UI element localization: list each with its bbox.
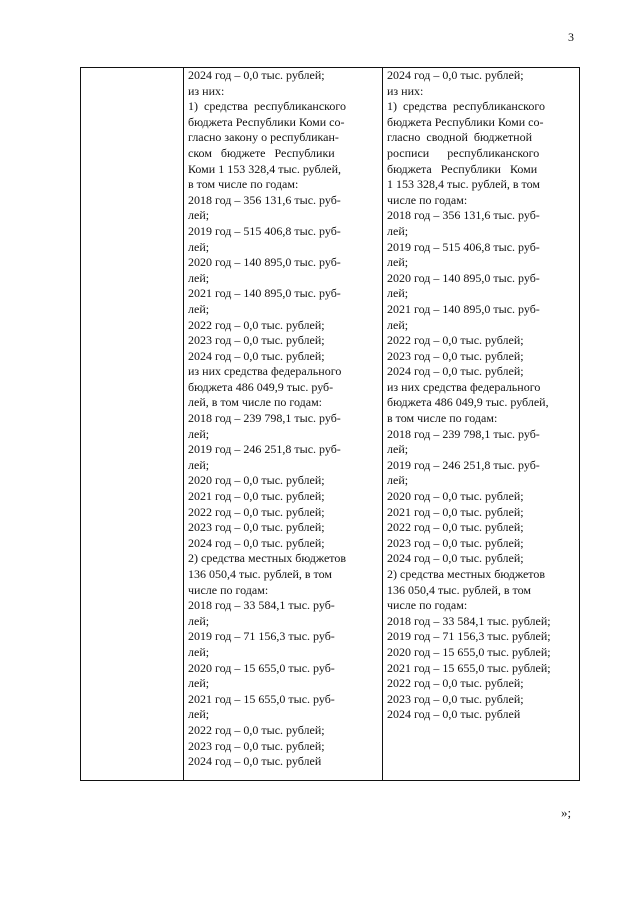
table-cell-line: числе по годам:: [387, 192, 468, 207]
table-cell-line: бюджета Республики Коми со-: [387, 114, 544, 129]
table-cell-line: 2020 год – 140 895,0 тыс. руб-: [387, 270, 540, 285]
table-cell-line: 2020 год – 0,0 тыс. рублей;: [387, 489, 524, 504]
table-cell-line: 2019 год – 71 156,3 тыс. руб-: [188, 629, 335, 644]
table-cell-line: 2023 год – 0,0 тыс. рублей;: [387, 535, 524, 550]
table-cell-line: лей;: [387, 473, 409, 488]
table-cell-line: лей;: [188, 457, 210, 472]
closing-quote-mark: »;: [561, 805, 572, 820]
table-cell-line: 2019 год – 515 406,8 тыс. руб-: [387, 239, 540, 254]
table-cell-line: 136 050,4 тыс. рублей, в том: [387, 582, 531, 597]
table-cell-line: лей;: [188, 707, 210, 722]
table-cell-line: 2020 год – 15 655,0 тыс. руб-: [188, 660, 335, 675]
table-cell-line: 2018 год – 356 131,6 тыс. руб-: [387, 208, 540, 223]
table-cell-line: 2) средства местных бюджетов: [188, 551, 347, 566]
table-cell-line: 2022 год – 0,0 тыс. рублей;: [188, 504, 325, 519]
table-cell-line: 2024 год – 0,0 тыс. рублей;: [387, 68, 524, 82]
page-number: 3: [568, 30, 574, 44]
table-cell-line: лей;: [188, 301, 210, 316]
table-cell-line: из них средства федерального: [188, 364, 342, 379]
column-divider-left: [183, 68, 184, 780]
table-cell-line: 2024 год – 0,0 тыс. рублей;: [387, 551, 524, 566]
table-cell-line: 2019 год – 246 251,8 тыс. руб-: [387, 457, 540, 472]
table-cell-line: Коми 1 153 328,4 тыс. рублей,: [188, 161, 342, 176]
table-cell-line: бюджета Республики Коми со-: [188, 114, 345, 129]
table-cell-line: лей;: [387, 442, 409, 457]
table-cell-line: 2021 год – 0,0 тыс. рублей;: [188, 489, 325, 504]
table-cell-line: ском бюджете Республики: [188, 145, 335, 160]
table-cell-line: лей;: [188, 239, 210, 254]
table-cell-line: 1 153 328,4 тыс. рублей, в том: [387, 177, 540, 192]
table-cell-line: 2019 год – 71 156,3 тыс. рублей;: [387, 629, 551, 644]
table-cell-line: лей, в том числе по годам:: [188, 395, 323, 410]
table-cell-line: 2023 год – 0,0 тыс. рублей;: [387, 691, 524, 706]
table-cell-line: 2021 год – 15 655,0 тыс. руб-: [188, 691, 335, 706]
table-cell-line: лей;: [387, 255, 409, 270]
table-cell-line: 2019 год – 515 406,8 тыс. руб-: [188, 223, 341, 238]
table-cell-line: 2018 год – 356 131,6 тыс. руб-: [188, 192, 341, 207]
table-cell-line: 2018 год – 33 584,1 тыс. рублей;: [387, 613, 551, 628]
table-cell-line: 2023 год – 0,0 тыс. рублей;: [188, 520, 325, 535]
current-wording-cell: [188, 68, 376, 770]
table-cell-line: 2018 год – 239 798,1 тыс. руб-: [387, 426, 540, 441]
table-cell-line: лей;: [188, 426, 210, 441]
table-cell-line: росписи республиканского: [387, 145, 540, 160]
table-cell-line: из них средства федерального: [387, 379, 541, 394]
table-cell-line: 2021 год – 15 655,0 тыс. рублей;: [387, 660, 551, 675]
table-cell-line: лей;: [188, 613, 210, 628]
table-cell-line: 2020 год – 15 655,0 тыс. рублей;: [387, 644, 551, 659]
new-wording-cell: [387, 68, 577, 723]
table-cell-line: 2024 год – 0,0 тыс. рублей: [188, 754, 322, 769]
table-cell-line: 2021 год – 140 895,0 тыс. руб-: [387, 301, 540, 316]
table-cell-line: 2018 год – 33 584,1 тыс. руб-: [188, 598, 335, 613]
table-cell-line: лей;: [188, 270, 210, 285]
table-cell-line: 2024 год – 0,0 тыс. рублей;: [188, 535, 325, 550]
table-cell-line: 2024 год – 0,0 тыс. рублей;: [188, 68, 325, 82]
table-cell-line: 2021 год – 0,0 тыс. рублей;: [387, 504, 524, 519]
table-cell-line: лей;: [387, 317, 409, 332]
table-cell-line: бюджета 486 049,9 тыс. руб-: [188, 379, 334, 394]
table-cell-line: бюджета 486 049,9 тыс. рублей,: [387, 395, 549, 410]
table-cell-line: гласно сводной бюджетной: [387, 130, 533, 145]
table-cell-line: 2022 год – 0,0 тыс. рублей;: [188, 317, 325, 332]
table-cell-line: 2023 год – 0,0 тыс. рублей;: [188, 333, 325, 348]
table-cell-line: 2021 год – 140 895,0 тыс. руб-: [188, 286, 341, 301]
table-cell-line: 2019 год – 246 251,8 тыс. руб-: [188, 442, 341, 457]
table-cell-line: числе по годам:: [387, 598, 468, 613]
table-cell-line: 1) средства республиканского: [387, 99, 545, 114]
table-cell-line: 1) средства республиканского: [188, 99, 346, 114]
table-cell-line: 2020 год – 0,0 тыс. рублей;: [188, 473, 325, 488]
table-cell-line: 2024 год – 0,0 тыс. рублей;: [387, 364, 524, 379]
table-cell-line: числе по годам:: [188, 582, 269, 597]
table-cell-line: 2022 год – 0,0 тыс. рублей;: [188, 722, 325, 737]
table-cell-line: 2024 год – 0,0 тыс. рублей: [387, 707, 521, 722]
table-cell-line: лей;: [387, 286, 409, 301]
table-cell-line: в том числе по годам:: [188, 177, 299, 192]
table-cell-line: гласно закону о республикан-: [188, 130, 339, 145]
table-cell-line: 2022 год – 0,0 тыс. рублей;: [387, 333, 524, 348]
table-cell-line: 2024 год – 0,0 тыс. рублей;: [188, 348, 325, 363]
budget-comparison-table: [80, 67, 580, 781]
table-cell-line: лей;: [188, 644, 210, 659]
table-cell-line: лей;: [387, 223, 409, 238]
table-cell-line: лей;: [188, 208, 210, 223]
table-cell-line: 2020 год – 140 895,0 тыс. руб-: [188, 255, 341, 270]
table-cell-line: лей;: [188, 676, 210, 691]
table-cell-line: 2018 год – 239 798,1 тыс. руб-: [188, 411, 341, 426]
table-cell-line: бюджета Республики Коми: [387, 161, 538, 176]
column-divider-right: [382, 68, 383, 780]
table-cell-line: 2022 год – 0,0 тыс. рублей;: [387, 520, 524, 535]
table-cell-line: в том числе по годам:: [387, 411, 498, 426]
table-cell-line: 2022 год – 0,0 тыс. рублей;: [387, 676, 524, 691]
table-cell-line: 2) средства местных бюджетов: [387, 567, 546, 581]
table-cell-line: 2023 год – 0,0 тыс. рублей;: [188, 738, 325, 753]
table-cell-line: 136 050,4 тыс. рублей, в том: [188, 567, 332, 581]
table-cell-line: из них:: [387, 83, 424, 98]
table-cell-line: из них:: [188, 83, 225, 98]
table-cell-line: 2023 год – 0,0 тыс. рублей;: [387, 348, 524, 363]
